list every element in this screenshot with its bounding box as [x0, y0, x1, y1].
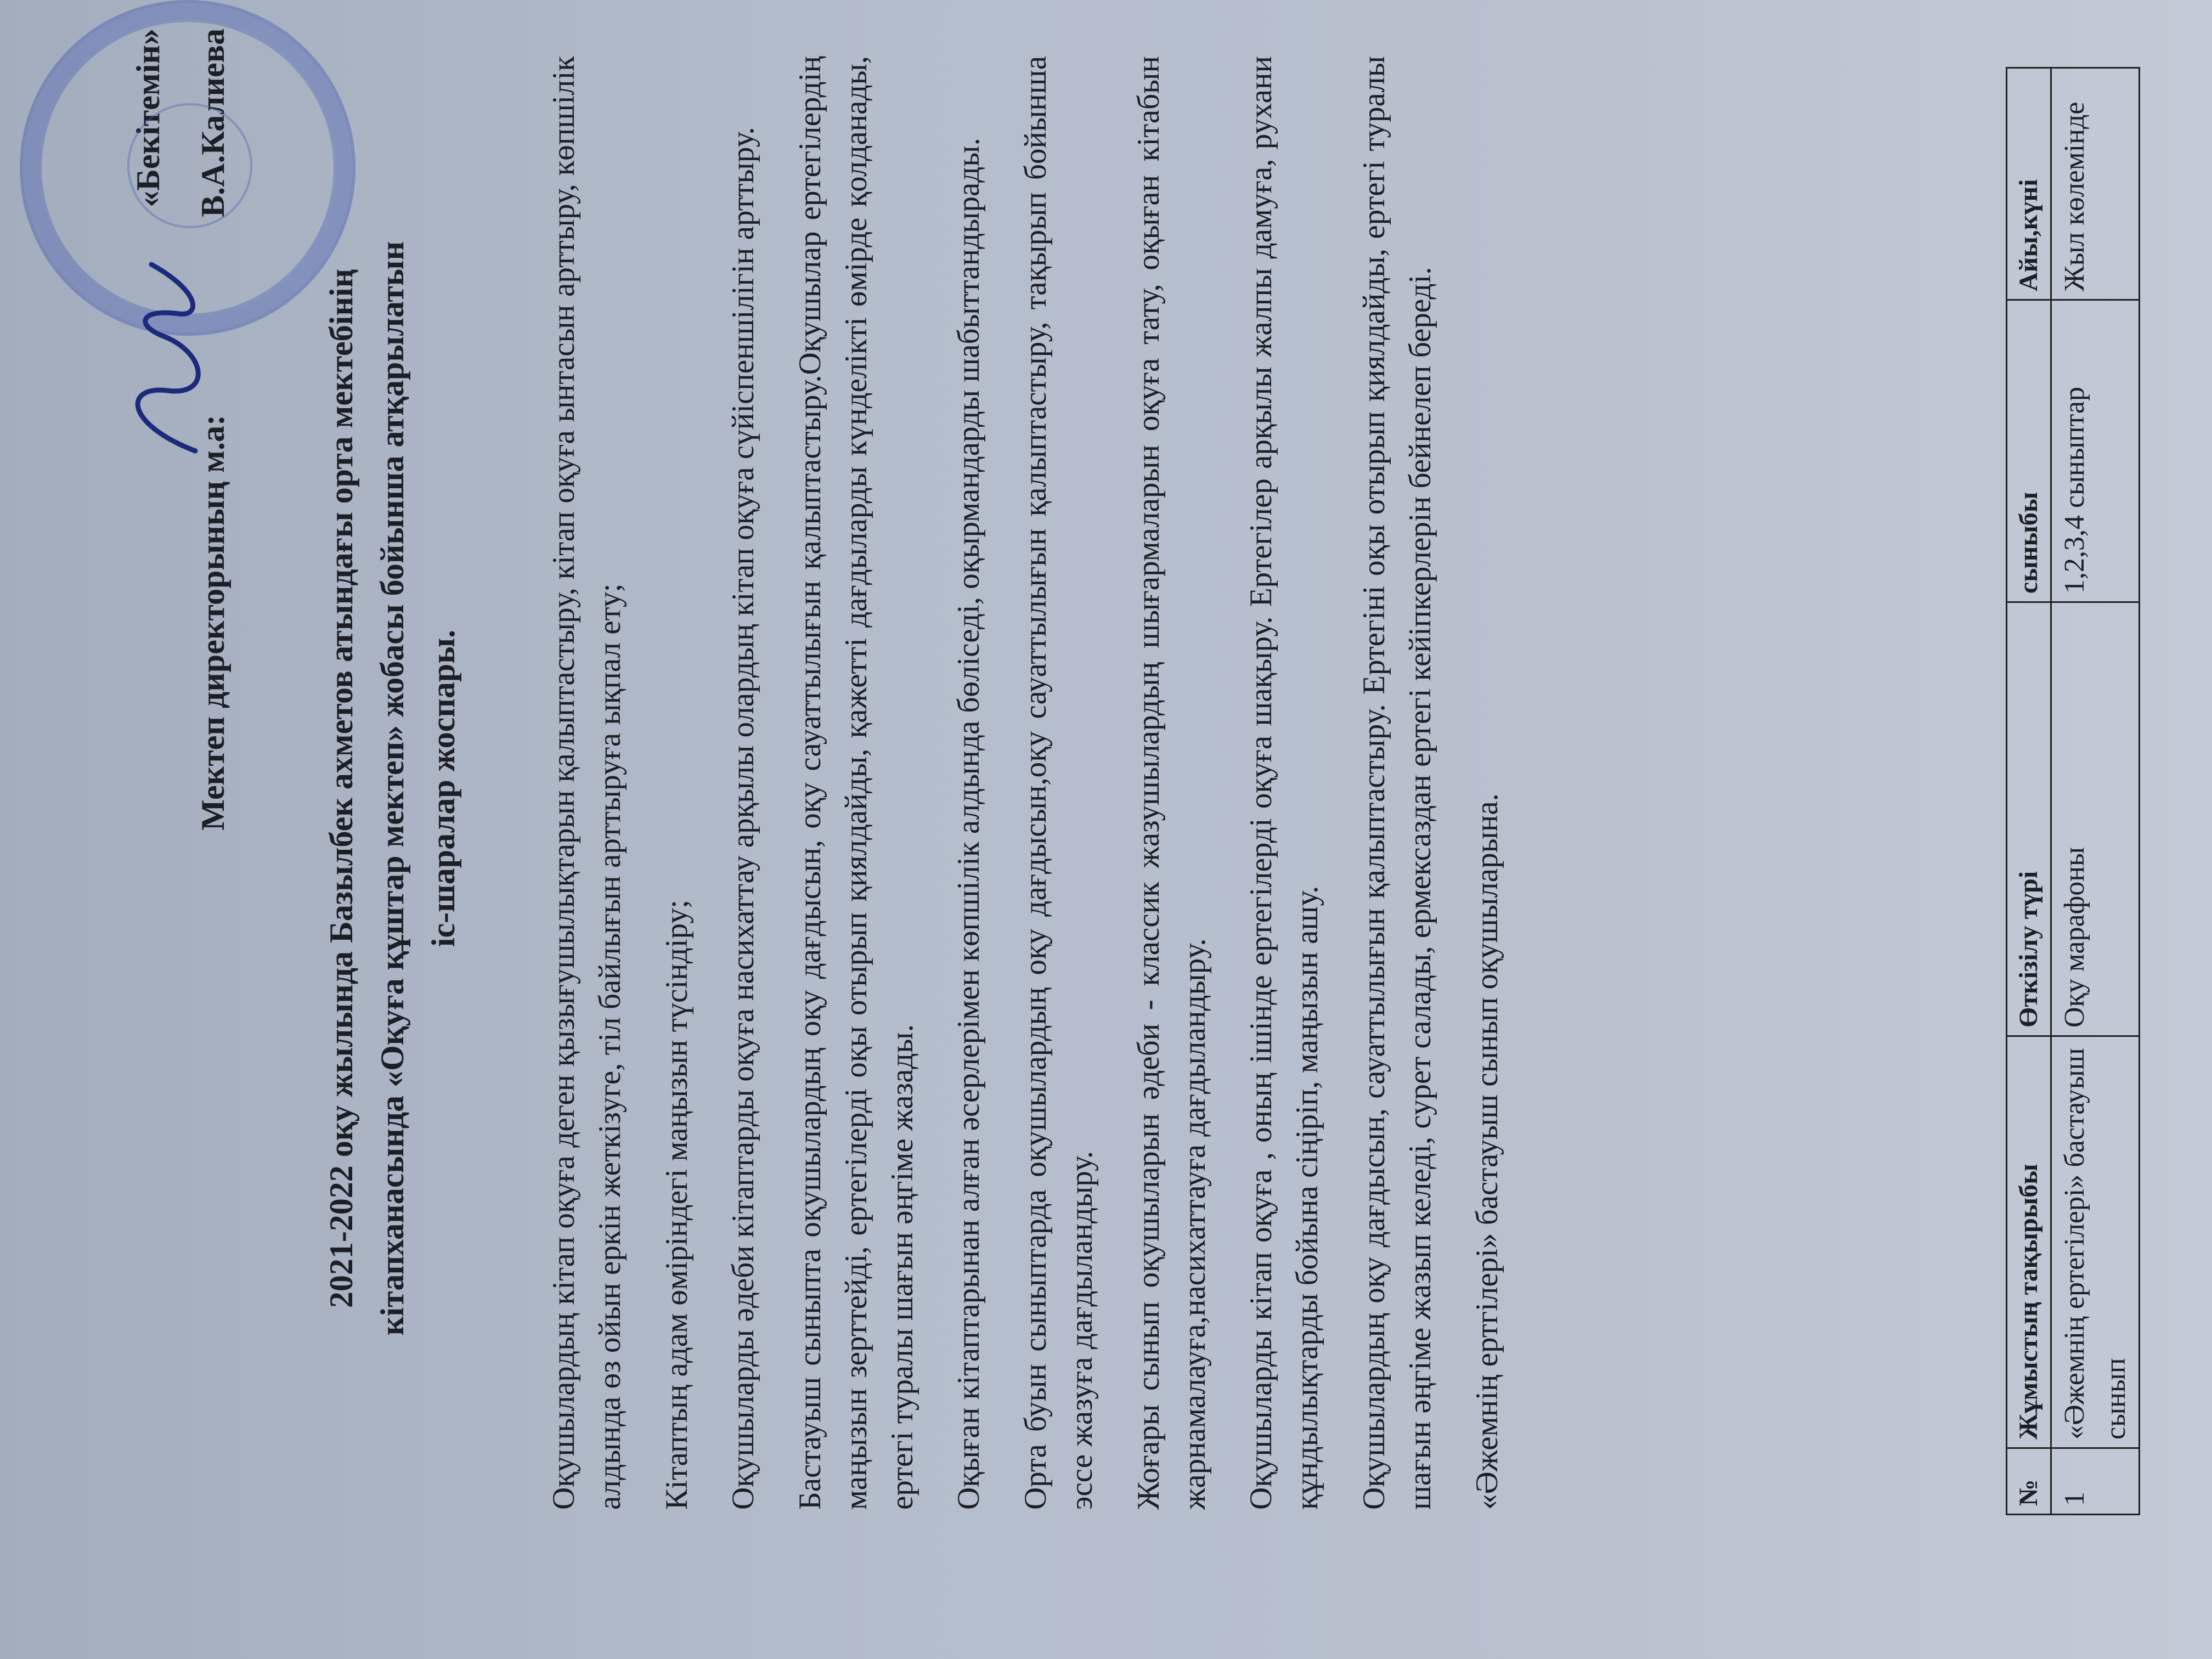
paragraph: Орта буын сыныптарда оқушылардың оқу дағдысын,оқу сауаттылығын қалыптастыру, тақырып бойынша эссе жазуға дағдыландыру. — [1018, 56, 1099, 1510]
col-type: Өткізілу түрі — [2007, 602, 2051, 1036]
document-body — [541, 56, 1531, 1510]
document-title — [316, 61, 469, 1515]
cell-grade: 1,2,3,4 сыныптар — [2051, 300, 2140, 602]
paragraph: Кітаптың адам өміріндегі маңызын түсіндіру; — [659, 900, 694, 1510]
plan-table — [2006, 67, 2140, 1515]
table-row — [2051, 68, 2140, 1515]
paragraph: Бастауыш сыныпта оқушылардың оқу дағдысын, оқу сауаттылығын қалыптастыру.Оқушылар ертегілердің маңызын зерттейді, ертегілерді оқы отырып қиялдайды, қажетті дағдыларды күнделікті өмірде қолданады, ертегі туралы шағын әңгіме жазады. — [793, 56, 919, 1510]
paragraph: Оқушыларды әдеби кітаптарды оқуға насихаттау арқылы олардың кітап оқуға сүйіспеншілігін арттыру. — [726, 127, 761, 1510]
cell-type: Оқу марафоны — [2051, 602, 2140, 1036]
paragraph: Оқушылардың кітап оқуға деген қызығушылықтарын қалыптастыру, кітап оқуға ынтасын арттыру, көпшілік алдында өз ойын еркін жеткізуге, тіл байлығын арттыруға ықпал ету; — [546, 56, 627, 1510]
col-number: № — [2007, 1448, 2051, 1515]
col-grade: сыныбы — [2007, 300, 2051, 602]
rotated-document — [31, 7, 2181, 1652]
title-line-1: 2021-2022 оқу жылында Базылбек ахметов атындағы орта мектебінің — [323, 268, 359, 1308]
paragraph: Жоғары сынып оқушыларын әдеби - классик жазушылардың шығармаларын оқуға тату, оқыған кітабын жарнамалауға,насихаттауға дағдыландыру. — [1131, 56, 1212, 1510]
paragraph: Оқушыларды кітап оқуға , оның ішінде ертегілерді оқуға шақыру. Ертегілер арқылы жалпы дамуға, рухани құндылықтарды бойына сіңіріп, маңызын ашу. — [1244, 56, 1325, 1510]
table-header-row — [2007, 68, 2051, 1515]
col-topic: Жұмыстың тақырыбы — [2007, 1036, 2051, 1448]
paragraph: Оқушылардың оқу дағдысын, сауаттылығын қалыптастыру. Ертегіні оқы отырып қиялдайды, ертегі туралы шағын әңгіме жазып келеді, сурет салады, ермексаздан ертегі кейіпкерлерін бейнелеп береді. — [1356, 56, 1437, 1510]
signature-icon — [102, 242, 234, 473]
paragraph: Оқыған кітаптарынан алған әсерлерімен көпшілік алдында бөліседі, оқырмандарды шабыттандырады. — [951, 138, 986, 1510]
title-line-3: іс-шаралар жоспары. — [425, 629, 461, 947]
cell-date: Жыл көлемінде — [2051, 68, 2140, 300]
approve-label: «Бекітемін» — [130, 29, 166, 207]
col-date: Айы,күні — [2007, 68, 2051, 300]
cell-topic: «Әжемнің ертегілері» бастауыш сынып — [2051, 1036, 2140, 1448]
director-label: Мектеп директорының м.а: — [195, 414, 232, 831]
title-line-2: кітапханасында «Оқуға құштар мектеп» жобасы бойынша атқарылатын — [374, 241, 410, 1336]
stamp-emblem — [127, 103, 252, 228]
cell-number: 1 — [2051, 1448, 2140, 1515]
director-name: В.А.Калиева — [195, 29, 232, 217]
table-intro: «Әжемнің ертгілері» бастауыш сынып оқушыларына. — [1469, 793, 1504, 1510]
